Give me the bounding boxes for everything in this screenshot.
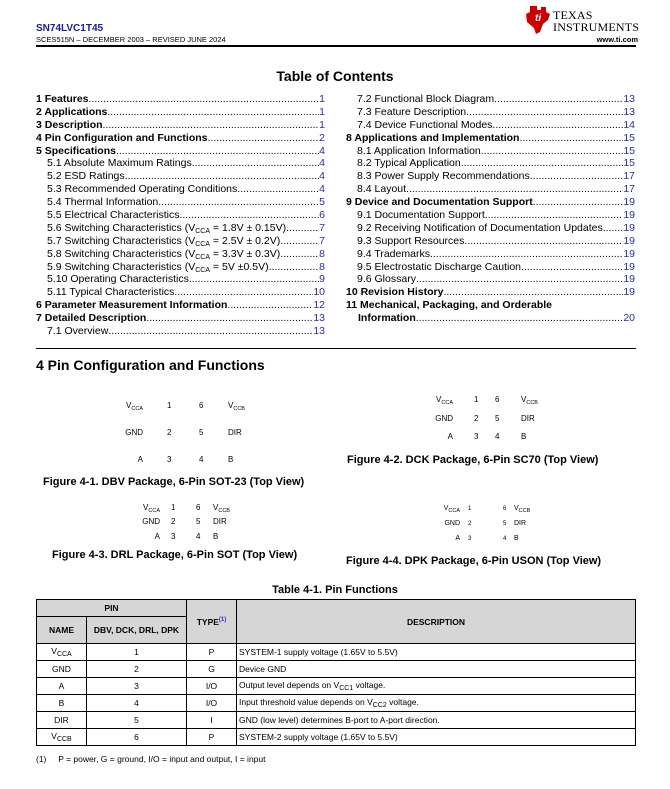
pin-number: 3	[171, 532, 176, 541]
toc-leader-dots	[494, 93, 623, 106]
toc-page-number[interactable]: 4	[319, 170, 325, 183]
pin-label: DIR	[228, 428, 242, 437]
toc-entry[interactable]	[346, 286, 635, 299]
toc-page-number[interactable]: 13	[313, 325, 325, 338]
toc-entry-title: 9.6 Glossary	[357, 273, 416, 286]
toc-leader-dots	[521, 261, 623, 274]
toc-leader-dots	[519, 132, 623, 145]
toc-entry[interactable]	[36, 273, 325, 286]
toc-entry[interactable]	[346, 119, 635, 132]
toc-leader-dots	[192, 157, 319, 170]
toc-page-number[interactable]: 4	[319, 144, 325, 157]
toc-entry[interactable]	[346, 273, 635, 286]
toc-entry[interactable]	[36, 93, 325, 106]
document-info: SCES515N – DECEMBER 2003 – REVISED JUNE 2024	[36, 35, 226, 44]
figure-caption-dck: Figure 4-2. DCK Package, 6-Pin SC70 (Top View)	[347, 454, 599, 466]
toc-page-number[interactable]: 12	[313, 299, 325, 312]
pin-number: 4	[503, 536, 507, 542]
pin-description: Device GND	[237, 661, 636, 678]
part-number[interactable]: SN74LVC1T45	[36, 23, 104, 34]
toc-page-number[interactable]: 8	[319, 247, 325, 260]
pin-number: 5	[199, 428, 204, 437]
pin-number: 1	[468, 506, 472, 512]
pin-number: 5	[196, 517, 201, 526]
toc-entry-title: 1 Features	[36, 93, 89, 105]
toc-entry-title: 2 Applications	[36, 105, 108, 118]
pin-number: 2	[474, 414, 479, 423]
toc-leader-dots	[530, 170, 624, 183]
toc-entry-title: 4 Pin Configuration and Functions	[36, 131, 208, 144]
toc-entry[interactable]	[36, 132, 325, 145]
toc-leader-dots	[227, 299, 313, 312]
pin-number: 1	[167, 401, 172, 410]
pin-number: 1	[87, 644, 187, 661]
toc-leader-dots	[485, 209, 623, 222]
pin-type: I/O	[187, 678, 237, 695]
toc-leader-dots	[466, 106, 623, 119]
pin-type: I/O	[187, 695, 237, 712]
toc-entry-title: 5.5 Electrical Characteristics	[47, 209, 180, 222]
toc-page-number[interactable]: 7	[319, 234, 325, 247]
toc-page-number[interactable]: 15	[623, 157, 635, 170]
pin-label: DIR	[514, 520, 527, 527]
toc-title: Table of Contents	[276, 68, 394, 84]
toc-page-number[interactable]: 1	[319, 118, 325, 131]
toc-entry[interactable]	[36, 209, 325, 222]
toc-entry[interactable]	[346, 170, 635, 183]
toc-entry[interactable]	[346, 209, 635, 222]
pin-description: Input threshold value depends on $V_{CC2}$ voltage.	[237, 695, 636, 712]
toc-leader-dots	[286, 222, 319, 235]
pin-description: SYSTEM-2 supply voltage (1.65V to 5.5V)	[237, 729, 636, 746]
toc-page-number[interactable]: 19	[623, 196, 635, 209]
toc-entry-title: 9.1 Documentation Support	[357, 209, 485, 222]
toc-entry-title: 7.3 Feature Description	[357, 105, 467, 118]
toc-page-number[interactable]: 5	[319, 196, 325, 209]
toc-entry-title: 5.9 Switching Characteristics $(V_{CCA} = 5V \pm 0.5V)$	[47, 260, 269, 274]
toc-page-number[interactable]: 19	[623, 209, 635, 222]
toc-entry[interactable]	[36, 157, 325, 170]
toc-entry-title: 5.4 Thermal Information	[47, 196, 159, 209]
toc-entry[interactable]	[36, 222, 325, 235]
toc-entry[interactable]	[346, 132, 635, 145]
toc-entry-title: 5.1 Absolute Maximum Ratings	[47, 157, 192, 170]
toc-page-number[interactable]: 8	[319, 260, 325, 273]
toc-page-number[interactable]: 1	[319, 105, 325, 118]
toc-entry[interactable]	[36, 261, 325, 274]
pin-description: SYSTEM-1 supply voltage (1.65V to 5.5V)	[237, 644, 636, 661]
toc-leader-dots	[146, 312, 313, 325]
toc-page-number[interactable]: 17	[623, 183, 635, 196]
pin-number: 6	[503, 506, 507, 512]
pin-label: B	[514, 535, 519, 542]
toc-entry-title: 6 Parameter Measurement Information	[36, 299, 228, 312]
toc-entry-title: 5.11 Typical Characteristics	[47, 286, 175, 299]
toc-page-number[interactable]: 9	[319, 273, 325, 286]
toc-leader-dots	[464, 235, 623, 248]
toc-entry[interactable]	[36, 119, 325, 132]
pin-label: A	[137, 455, 143, 464]
pin-name: DIR	[37, 712, 87, 729]
toc-entry[interactable]	[36, 312, 325, 325]
pin-number: 4	[87, 695, 187, 712]
table-row	[37, 695, 636, 712]
header-type: TYPE$^{(1)}$	[187, 600, 237, 644]
pin-label: $V_{CCA}$	[143, 503, 160, 514]
figure-caption-drl: Figure 4-3. DRL Package, 6-Pin SOT (Top View)	[52, 549, 298, 561]
toc-page-number[interactable]: 19	[623, 260, 635, 273]
toc-entry-title: 7 Detailed Description	[36, 312, 147, 325]
ti-logo[interactable]	[524, 4, 639, 38]
toc-entry[interactable]	[346, 106, 635, 119]
toc-page-number[interactable]: 10	[313, 286, 325, 299]
pin-name: GND	[37, 661, 87, 678]
toc-entry[interactable]	[346, 261, 635, 274]
toc-leader-dots	[280, 235, 319, 248]
pin-label: A	[154, 532, 160, 541]
toc-right-column	[346, 93, 635, 325]
pin-label: $V_{CCB}$	[521, 395, 538, 406]
pin-number: 3	[468, 536, 472, 542]
header-name: NAME	[37, 617, 87, 644]
toc-leader-dots	[158, 196, 319, 209]
toc-page-number[interactable]: 19	[623, 234, 635, 247]
toc-page-number[interactable]: 19	[623, 221, 635, 234]
toc-leader-dots	[108, 325, 313, 338]
pin-number: 2	[167, 428, 172, 437]
toc-entry-title: 5.6 Switching Characteristics $(V_{CCA} = 1.8V \pm 0.15V)$	[47, 221, 287, 235]
pin-name: $V_{CCB}$	[37, 729, 87, 746]
toc-page-number[interactable]: 6	[319, 209, 325, 222]
toc-entry[interactable]	[36, 299, 325, 312]
pin-label: $V_{CCA}$	[126, 401, 143, 412]
pin-label: B	[521, 432, 527, 441]
toc-page-number[interactable]: 13	[313, 312, 325, 325]
toc-leader-dots	[406, 183, 623, 196]
toc-leader-dots	[492, 119, 623, 132]
table-title: Table 4-1. Pin Functions	[272, 584, 398, 596]
toc-leader-dots	[461, 157, 624, 170]
pin-number: 3	[167, 455, 172, 464]
pin-label: $V_{CCB}$	[228, 401, 245, 412]
toc-leader-dots	[481, 145, 624, 158]
toc-leader-dots	[179, 209, 319, 222]
toc-page-number[interactable]: 7	[319, 221, 325, 234]
toc-entry-title: 9 Device and Documentation Support	[346, 196, 533, 209]
pin-number: 4	[495, 432, 500, 441]
pin-number: 6	[199, 401, 204, 410]
toc-leader-dots	[116, 145, 319, 158]
toc-leader-dots	[89, 93, 320, 106]
website-link[interactable]: www.ti.com	[596, 35, 638, 44]
pin-number: 3	[87, 678, 187, 695]
toc-leader-dots	[603, 222, 624, 235]
toc-entry-title: 8.1 Application Information	[357, 144, 481, 157]
header-description: DESCRIPTION	[237, 600, 636, 644]
pin-label: GND	[444, 520, 460, 527]
pin-functions-table	[36, 599, 636, 746]
toc-page-number[interactable]: 4	[319, 183, 325, 196]
pin-label: GND	[125, 428, 143, 437]
pin-number: 5	[503, 521, 507, 527]
toc-entry[interactable]	[346, 235, 635, 248]
pin-label: A	[447, 432, 453, 441]
footnote-ref[interactable]: (1)	[218, 616, 227, 623]
toc-entry-title: 5.10 Operating Characteristics	[47, 273, 189, 286]
toc-entry[interactable]	[36, 183, 325, 196]
toc-leader-dots	[237, 183, 319, 196]
figure-caption-dbv: Figure 4-1. DBV Package, 6-Pin SOT-23 (Top View)	[43, 476, 305, 488]
toc-entry[interactable]	[346, 248, 635, 261]
pin-label: $V_{CCB}$	[213, 503, 230, 514]
table-footnote: (1) P = power, G = ground, I/O = input and output, I = input	[36, 754, 266, 764]
toc-entry[interactable]	[346, 157, 635, 170]
toc-entry-title: Information	[358, 312, 416, 325]
pin-number: 4	[199, 455, 204, 464]
toc-entry[interactable]	[36, 106, 325, 119]
pin-type: I	[187, 712, 237, 729]
pin-label: GND	[435, 414, 453, 423]
toc-leader-dots	[189, 273, 319, 286]
pin-number: 2	[87, 661, 187, 678]
pin-description: GND (low level) determines B-port to A-port direction.	[237, 712, 636, 729]
table-row	[37, 644, 636, 661]
toc-entry[interactable]	[346, 145, 635, 158]
pin-number: 2	[468, 521, 472, 527]
toc-page-number[interactable]: 19	[623, 286, 635, 299]
toc-entry[interactable]	[36, 325, 325, 338]
toc-entry[interactable]	[36, 248, 325, 261]
pin-label: $V_{CCA}$	[443, 505, 460, 514]
pin-label: $V_{CCB}$	[514, 505, 531, 514]
toc-page-number[interactable]: 20	[623, 312, 635, 325]
ti-logo-icon	[524, 4, 552, 36]
pin-number: 2	[171, 517, 176, 526]
figure-caption-dpk: Figure 4-4. DPK Package, 6-Pin USON (Top View)	[346, 555, 602, 567]
toc-page-number[interactable]: 15	[623, 131, 635, 144]
toc-entry-title: 8.3 Power Supply Recommendations	[357, 170, 530, 183]
toc-page-number[interactable]: 1	[319, 93, 325, 105]
toc-leader-dots	[208, 132, 320, 145]
toc-entry[interactable]	[36, 286, 325, 299]
toc-entry[interactable]	[346, 183, 635, 196]
pin-label: GND	[142, 517, 160, 526]
toc-page-number[interactable]: 13	[623, 93, 635, 105]
toc-entry-title: 9.3 Support Resources	[357, 234, 465, 247]
pin-number: 3	[474, 432, 479, 441]
pin-number: 1	[474, 395, 479, 404]
toc-leader-dots	[103, 119, 320, 132]
pin-number: 1	[171, 503, 176, 512]
toc-leader-dots	[430, 248, 623, 261]
toc-entry[interactable]	[36, 235, 325, 248]
section-title: 4 Pin Configuration and Functions	[36, 357, 265, 373]
toc-entry-title: 5.7 Switching Characteristics $(V_{CCA} = 2.5V \pm 0.2V)$	[47, 234, 281, 248]
toc-page-number[interactable]: 17	[623, 170, 635, 183]
table-row	[37, 729, 636, 746]
toc-entry[interactable]	[346, 196, 635, 209]
pin-number: 6	[196, 503, 201, 512]
toc-page-number[interactable]: 13	[623, 105, 635, 118]
logo-text-instruments: INSTRUMENTS	[553, 20, 640, 34]
toc-page-number[interactable]: 19	[623, 273, 635, 286]
toc-leader-dots	[280, 248, 319, 261]
toc-entry-title: 8.2 Typical Application	[357, 157, 461, 170]
toc-leader-dots	[443, 286, 623, 299]
toc-entry-title: 7.4 Device Functional Modes	[357, 118, 493, 131]
toc-page-number[interactable]: 2	[319, 131, 325, 144]
toc-entry-title: 9.5 Electrostatic Discharge Caution	[357, 260, 521, 273]
toc-leader-dots	[125, 170, 320, 183]
toc-page-number[interactable]: 14	[623, 118, 635, 131]
toc-entry-title: 7.2 Functional Block Diagram	[357, 93, 495, 105]
toc-entry-title: 9.2 Receiving Notification of Documentation Updates	[357, 221, 603, 234]
toc-entry[interactable]	[36, 145, 325, 158]
toc-entry-title: 10 Revision History	[346, 286, 444, 299]
toc-entry-title: 11 Mechanical, Packaging, and Orderable	[346, 299, 553, 312]
pin-type: G	[187, 661, 237, 678]
logo-text-texas: TEXAS	[553, 8, 593, 22]
pin-name: B	[37, 695, 87, 712]
pin-name: A	[37, 678, 87, 695]
pin-label: A	[455, 535, 460, 542]
pin-label: B	[213, 532, 219, 541]
svg-text:ti: ti	[535, 13, 542, 24]
toc-page-number[interactable]: 19	[623, 247, 635, 260]
toc-leader-dots	[533, 196, 624, 209]
toc-leader-dots	[416, 273, 623, 286]
toc-entry[interactable]	[346, 222, 635, 235]
toc-entry[interactable]	[36, 196, 325, 209]
header-packages: DBV, DCK, DRL, DPK	[87, 617, 187, 644]
pin-label: DIR	[521, 414, 535, 423]
pin-description: Output level depends on $V_{CC1}$ voltage.	[237, 678, 636, 695]
pin-name: $V_{CCA}$	[37, 644, 87, 661]
section-divider	[36, 348, 636, 349]
toc-entry-title: 5.8 Switching Characteristics $(V_{CCA} = 3.3V \pm 0.3V)$	[47, 247, 281, 261]
pin-type: P	[187, 644, 237, 661]
toc-entry[interactable]	[346, 93, 635, 106]
toc-leader-dots	[269, 261, 320, 274]
pin-number: 6	[87, 729, 187, 746]
toc-entry-title: 5.3 Recommended Operating Conditions	[47, 183, 238, 196]
toc-leader-dots	[174, 286, 313, 299]
header-divider	[36, 45, 636, 47]
toc-entry-title: 3 Description	[36, 118, 103, 131]
pin-label: $V_{CCA}$	[436, 395, 453, 406]
pin-label: B	[228, 455, 234, 464]
toc-leader-dots	[107, 106, 319, 119]
table-row	[37, 678, 636, 695]
toc-entry-title: 7.1 Overview	[47, 325, 109, 338]
table-row	[37, 661, 636, 678]
header-pin: PIN	[37, 600, 187, 617]
toc-leader-dots	[416, 312, 624, 325]
toc-entry-title: 5 Specifications	[36, 144, 116, 157]
table-row	[37, 712, 636, 729]
toc-page-number[interactable]: 15	[623, 144, 635, 157]
pin-number: 5	[87, 712, 187, 729]
toc-entry[interactable]	[346, 312, 635, 325]
pin-type: P	[187, 729, 237, 746]
toc-left-column	[36, 93, 325, 338]
toc-entry[interactable]	[36, 170, 325, 183]
pin-number: 5	[495, 414, 500, 423]
toc-entry-title: 9.4 Trademarks	[357, 247, 430, 260]
pin-label: DIR	[213, 517, 227, 526]
toc-page-number[interactable]: 4	[319, 157, 325, 170]
toc-entry-title: 5.2 ESD Ratings	[47, 170, 125, 183]
pin-number: 6	[495, 395, 500, 404]
toc-entry-title: 8.4 Layout	[357, 183, 407, 196]
pin-number: 4	[196, 532, 201, 541]
toc-entry[interactable]	[346, 299, 635, 312]
toc-entry-title: 8 Applications and Implementation	[346, 131, 520, 144]
